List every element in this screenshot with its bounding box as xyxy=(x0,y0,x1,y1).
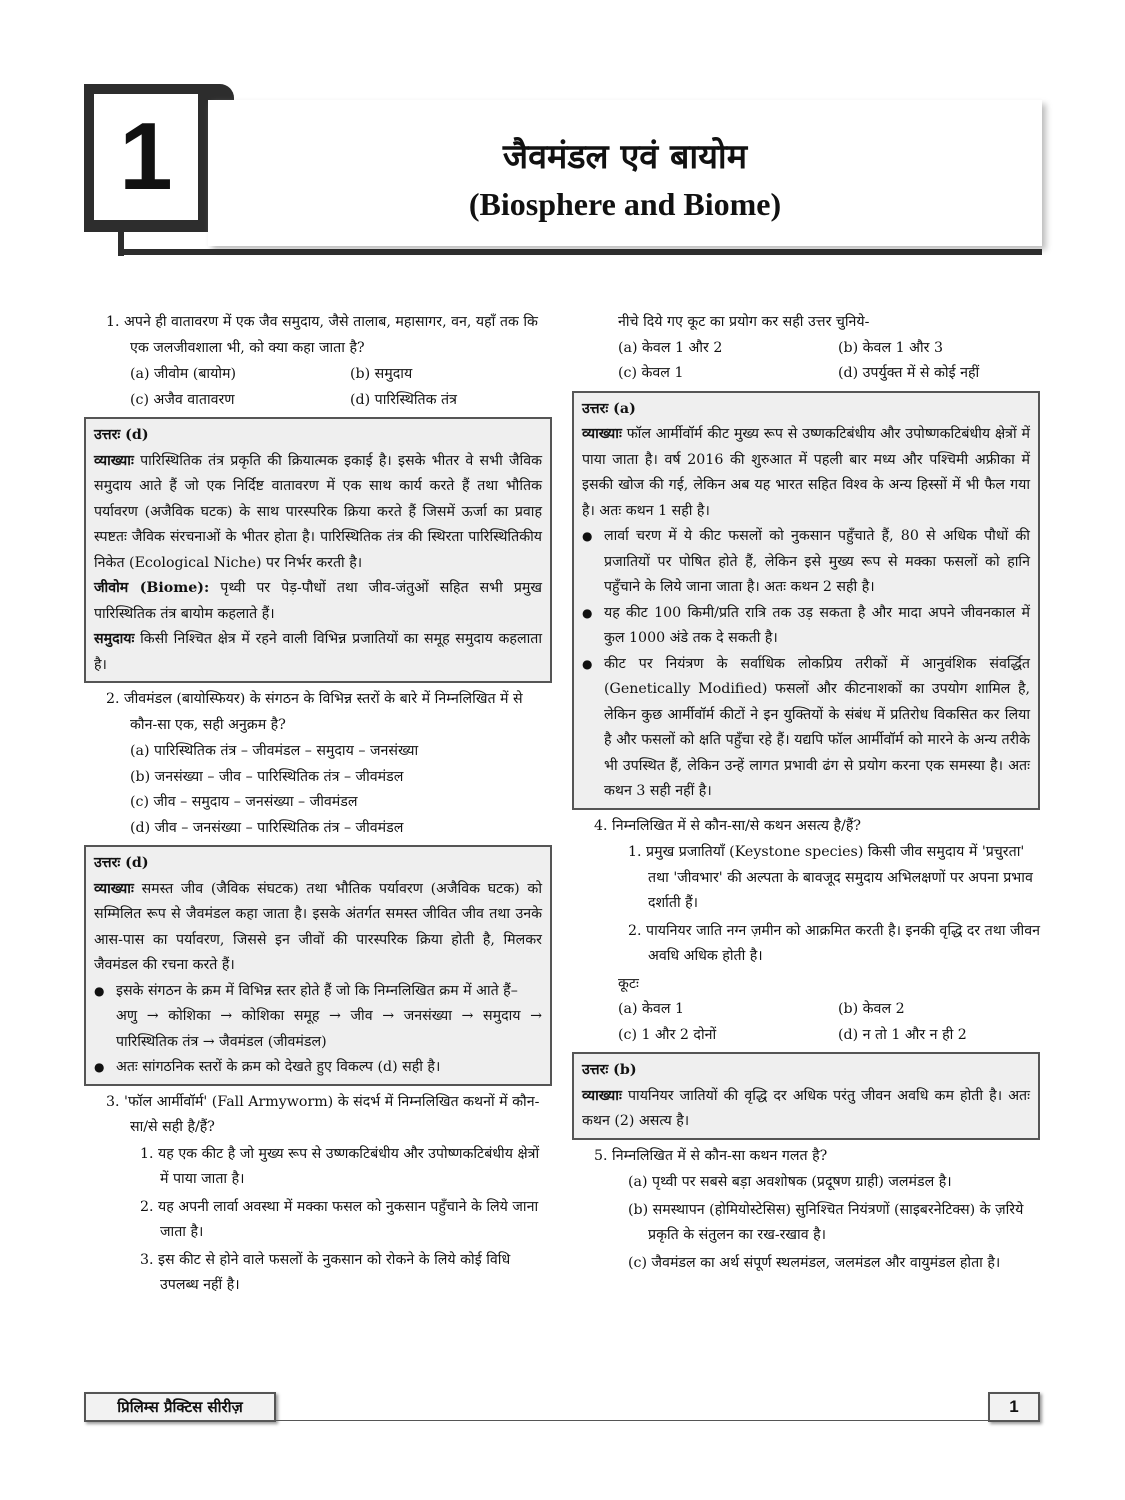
explanation-label: व्याख्याः xyxy=(582,426,622,442)
statement-1: 1. यह एक कीट है जो मुख्य रूप से उष्णकटिबंधीय और उपोष्णकटिबंधीय क्षेत्रों में पाया जाता है। xyxy=(140,1145,540,1187)
option-c: (c) अजैव वातावरण xyxy=(130,391,235,408)
question-3-options xyxy=(572,336,1040,387)
community-text: किसी निश्चित क्षेत्र में रहने वाली विभिन्न प्रजातियों का समूह समुदाय कहलाता है। xyxy=(94,631,543,673)
option-b: (b) केवल 1 और 3 xyxy=(838,339,943,356)
bullet-point: ● यह कीट 100 किमी/प्रति रात्रि तक उड़ सकता है और मादा अपने जीवनकाल में कुल 1000 अंडे तक दे सकती है। xyxy=(582,601,1030,652)
explanation-text: फॉल आर्मीवॉर्म कीट मुख्य रूप से उष्णकटिबंधीय और उपोष्णकटिबंधीय क्षेत्रों में पाया जाता है। वर्ष 2016 की शुरुआत में पहली बार मध्य और पश्चिमी अफ्रीका में इसकी खोज की गई, लेकिन अब यह भारत सहित विश्व के अन्य हिस्सों में भी फैल गया है। अतः कथन 1 सही है। xyxy=(582,426,1030,519)
answer-box-1 xyxy=(84,417,552,683)
question-4: 4. निम्नलिखित में से कौन-सा/से कथन असत्य है/हैं? xyxy=(594,817,861,834)
explanation-text: समस्त जीव (जैविक संघटक) तथा भौतिक पर्यावरण (अजैविक घटक) को सम्मिलित रूप से जैवमंडल कहा जाता है। इसके अंतर्गत समस्त जीवित जीव तथा उनके आस-पास का पर्यावरण, जिससे इन जीवों की पारस्परिक क्रिया होती है, मिलकर जैवमंडल की रचना करते हैं। xyxy=(94,880,542,973)
option-b: (b) केवल 2 xyxy=(838,1001,905,1017)
question-2: 2. जीवमंडल (बायोस्फियर) के संगठन के विभिन्न स्तरों के बारे में निम्नलिखित में से कौन-सा एक, सही अनुक्रम है? xyxy=(106,691,523,733)
option-c: (c) जैवमंडल का अर्थ संपूर्ण स्थलमंडल, जलमंडल और वायुमंडल होता है। xyxy=(628,1254,1001,1271)
option-b: (b) समस्थापन (होमियोस्टेसिस) सुनिश्चित नियंत्रणों (साइबरनेटिक्स) के ज़रिये प्रकृति के संतुलन का रख-रखाव है। xyxy=(628,1201,1024,1243)
series-label: प्रिलिम्स प्रैक्टिस सीरीज़ xyxy=(84,1392,276,1422)
answer-label: उत्तरः (a) xyxy=(582,400,636,417)
answer-label: उत्तरः (b) xyxy=(582,1062,637,1078)
organization-sequence: अणु → कोशिका → कोशिका समूह → जीव → जनसंख्या → समुदाय → पारिस्थितिक तंत्र → जैवमंडल (जीवमंडल) xyxy=(116,1008,542,1050)
community-label: समुदायः xyxy=(94,631,135,647)
question-1-options xyxy=(84,362,552,413)
chapter-title-hindi: जैवमंडल एवं बायोम xyxy=(502,137,748,177)
option-a: (a) केवल 1 xyxy=(618,1001,684,1017)
explanation-label: व्याख्याः xyxy=(94,880,134,897)
answer-box-4 xyxy=(572,1052,1040,1140)
option-a: (a) पृथ्वी पर सबसे बड़ा अवशोषक (प्रदूषण ग्राही) जलमंडल है। xyxy=(628,1174,952,1190)
statement-2: 2. यह अपनी लार्वा अवस्था में मक्का फसल को नुकसान पहुँचाने के लिये जाना जाता है। xyxy=(140,1198,539,1240)
option-d: (d) न तो 1 और न ही 2 xyxy=(838,1026,967,1043)
option-d: (d) पारिस्थितिक तंत्र xyxy=(350,391,457,408)
right-column xyxy=(572,310,1040,1278)
question-1: 1. अपने ही वातावरण में एक जैव समुदाय, जैसे तालाब, महासागर, वन, यहाँ तक कि एक जलजीवशाला भी, को क्या कहा जाता है? xyxy=(106,314,538,356)
code-label: कूटः xyxy=(618,975,639,992)
page-number: 1 xyxy=(988,1392,1040,1422)
bullet-point: ● कीट पर नियंत्रण के सर्वाधिक लोकप्रिय तरीकों में आनुवंशिक संवर्द्धित (Genetically Modified) फसलों और कीटनाशकों का उपयोग शामिल है, लेकिन कुछ आर्मीवॉर्म कीटों ने इन युक्तियों के संबंध में प्रतिरोध विकसित कर लिया है और फसलों को क्षति पहुँचा रहे हैं। यद्यपि फॉल आर्मीवॉर्म को मारने के अन्य तरीके भी उपस्थित हैं, लेकिन उन्हें लागत प्रभावी ढंग से प्रयोग करना एक समस्या है। अतः कथन 3 सही नहीं है। xyxy=(582,652,1030,805)
option-b: (b) जनसंख्या – जीव – पारिस्थितिक तंत्र – जीवमंडल xyxy=(130,768,404,785)
answer-label: उत्तरः (d) xyxy=(94,855,149,871)
code-prompt: नीचे दिये गए कूट का प्रयोग कर सही उत्तर चुनिये- xyxy=(618,314,870,330)
footer-rule xyxy=(276,1420,988,1421)
bullet-point: ● लार्वा चरण में ये कीट फसलों को नुकसान पहुँचाते हैं, 80 से अधिक पौधों की प्रजातियों पर पोषित होते हैं, लेकिन इसे मुख्य रूप से मक्का फसलों को हानि पहुँचाने के लिये जाना जाता है। अतः कथन 2 सही है। xyxy=(582,524,1030,601)
answer-label: उत्तरः (d) xyxy=(94,427,149,443)
bullet-point: ● इसके संगठन के क्रम में विभिन्न स्तर होते हैं जो कि निम्नलिखित क्रम में आते हैं– xyxy=(94,979,542,1005)
question-3: 3. 'फॉल आर्मीवॉर्म' (Fall Armyworm) के संदर्भ में निम्नलिखित कथनों में कौन-सा/से सही है/हैं? xyxy=(106,1093,540,1135)
question-4-options xyxy=(572,997,1040,1048)
chapter-number: 1 xyxy=(94,94,198,220)
biome-label: जीवोम (Biome): xyxy=(94,580,210,596)
option-c: (c) 1 और 2 दोनों xyxy=(618,1026,717,1043)
explanation-text: पारिस्थितिक तंत्र प्रकृति की क्रियात्मक इकाई है। इसके भीतर वे सभी जैविक समुदाय आते हैं जो एक निर्दिष्ट वातावरण में एक साथ कार्य करते हैं तथा भौतिक पर्यावरण (अजैविक घटक) के साथ पारस्परिक क्रिया करते हैं जिसमें ऊर्जा का प्रवाह स्पष्टतः जैविक संरचनाओं के भीतर होता है। पारिस्थितिक तंत्र की स्थिरता पारिस्थितिकीय निकेत (Ecological Niche) पर निर्भर करती है। xyxy=(94,452,542,571)
option-c: (c) जीव – समुदाय – जनसंख्या – जीवमंडल xyxy=(130,794,358,810)
option-d: (d) उपर्युक्त में से कोई नहीं xyxy=(838,365,980,381)
statement-3: 3. इस कीट से होने वाले फसलों के नुकसान को रोकने के लिये कोई विधि उपलब्ध नहीं है। xyxy=(140,1251,511,1293)
option-c: (c) केवल 1 xyxy=(618,365,684,381)
option-a: (a) जीवोम (बायोम) xyxy=(130,366,237,382)
option-a: (a) पारिस्थितिक तंत्र – जीवमंडल – समुदाय – जनसंख्या xyxy=(130,743,419,759)
statement-1: 1. प्रमुख प्रजातियाँ (Keystone species) किसी जीव समुदाय में 'प्रचुरता' तथा 'जीवभार' की अल्पता के बावजूद समुदाय अभिलक्षणों पर अपना प्रभाव दर्शाती हैं। xyxy=(628,844,1033,911)
explanation-text: पायनियर जातियों की वृद्धि दर अधिक परंतु जीवन अवधि कम होती है। अतः कथन (2) असत्य है। xyxy=(582,1087,1030,1129)
bullet-point: ● अतः सांगठनिक स्तरों के क्रम को देखते हुए विकल्प (d) सही है। xyxy=(94,1055,542,1081)
explanation-label: व्याख्याः xyxy=(94,452,134,469)
answer-box-2 xyxy=(84,845,552,1086)
statement-2: 2. पायनियर जाति नग्न ज़मीन को आक्रमित करती है। इनकी वृद्धि दर तथा जीवन अवधि अधिक होती है। xyxy=(628,922,1040,964)
option-d: (d) जीव – जनसंख्या – पारिस्थितिक तंत्र – जीवमंडल xyxy=(130,819,404,836)
left-column xyxy=(84,310,552,1301)
biome-text: पृथ्वी पर पेड़-पौधों तथा जीव-जंतुओं सहित सभी प्रमुख पारिस्थितिक तंत्र बायोम कहलाते हैं। xyxy=(94,580,543,622)
title-rule-horizontal xyxy=(118,249,1042,255)
chapter-number-box xyxy=(84,84,208,232)
explanation-label: व्याख्याः xyxy=(582,1087,622,1104)
answer-box-3 xyxy=(572,391,1040,810)
option-b: (b) समुदाय xyxy=(350,366,413,382)
chapter-title-english: (Biosphere and Biome) xyxy=(468,186,782,222)
question-5: 5. निम्नलिखित में से कौन-सा कथन गलत है? xyxy=(594,1147,828,1164)
option-a: (a) केवल 1 और 2 xyxy=(618,339,723,356)
